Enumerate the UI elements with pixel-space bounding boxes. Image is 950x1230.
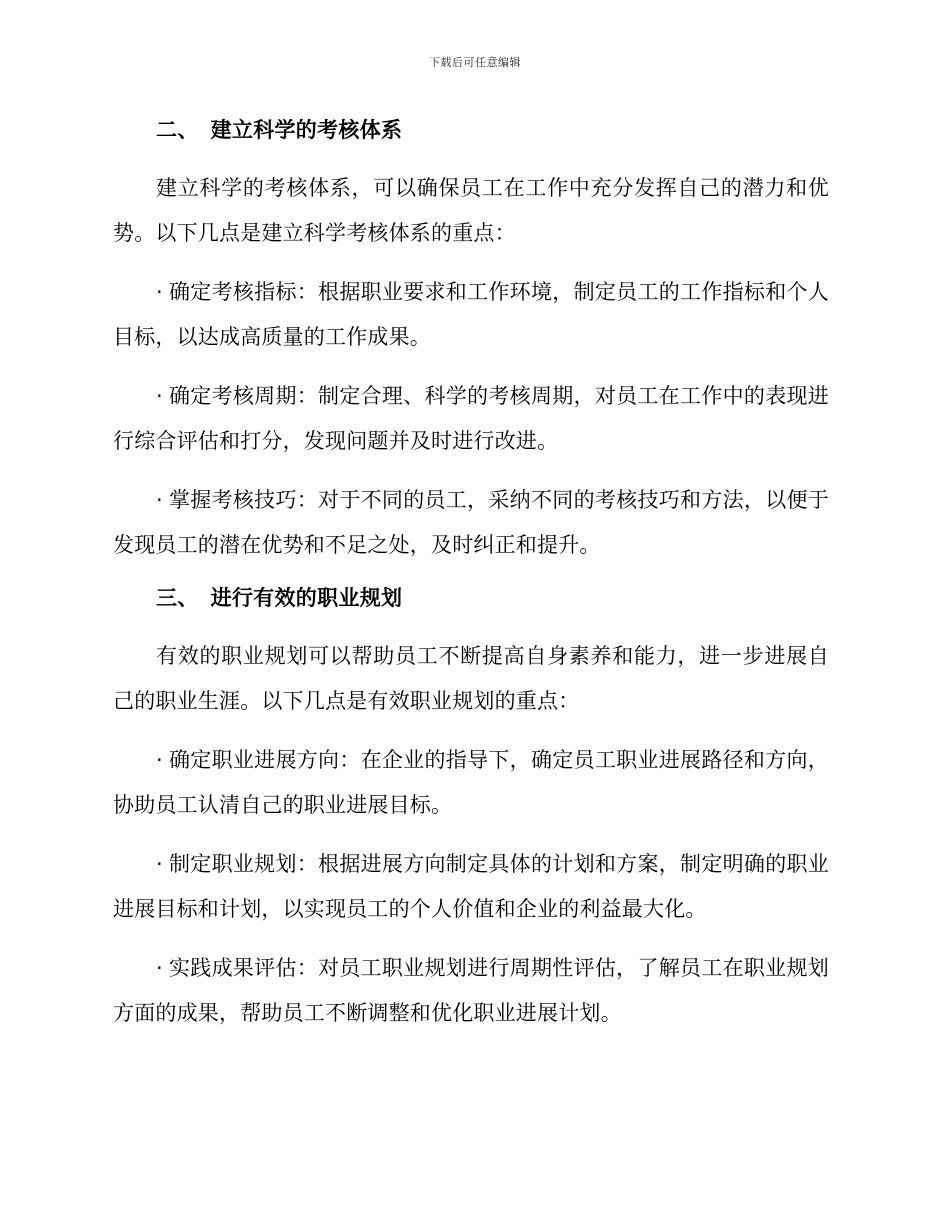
bullet-icon: · [156,956,163,980]
section-heading [113,582,829,614]
document-body [113,114,829,1050]
list-item-text: 确定考核周期：制定合理、科学的考核周期，对员工在工作中的表现进行综合评估和打分，发现问题并及时进行改进。 [113,384,829,453]
list-item [113,374,829,464]
section-number: 二、 [156,118,199,142]
list-item [113,946,829,1036]
page-header-note: 下载后可任意编辑 [429,56,521,69]
list-item-text: 确定考核指标：根据职业要求和工作环境，制定员工的工作指标和个人目标，以达成高质量的工作成果。 [113,280,829,349]
bullet-icon: · [156,488,163,512]
section-number: 三、 [156,586,199,610]
section-heading [113,114,829,146]
list-item [113,738,829,828]
section-title: 建立科学的考核体系 [210,118,403,142]
bullet-icon: · [156,280,163,304]
bullet-icon: · [156,852,163,876]
bullet-icon: · [156,748,163,772]
list-item [113,270,829,360]
list-item-text: 确定职业进展方向：在企业的指导下，确定员工职业进展路径和方向，协助员工认清自己的职业进展目标。 [113,748,829,817]
list-item [113,478,829,568]
list-item-text: 掌握考核技巧：对于不同的员工，采纳不同的考核技巧和方法，以便于发现员工的潜在优势和不足之处，及时纠正和提升。 [113,488,829,557]
list-item [113,842,829,932]
list-item-text: 制定职业规划：根据进展方向制定具体的计划和方案，制定明确的职业进展目标和计划，以实现员工的个人价值和企业的利益最大化。 [113,852,829,921]
section-title: 进行有效的职业规划 [210,586,403,610]
section-intro: 有效的职业规划可以帮助员工不断提高自身素养和能力，进一步进展自己的职业生涯。以下几点是有效职业规划的重点： [113,644,829,713]
section-intro: 建立科学的考核体系，可以确保员工在工作中充分发挥自己的潜力和优势。以下几点是建立科学考核体系的重点： [113,176,829,245]
list-item-text: 实践成果评估：对员工职业规划进行周期性评估，了解员工在职业规划方面的成果，帮助员工不断调整和优化职业进展计划。 [113,956,829,1025]
bullet-icon: · [156,384,163,408]
